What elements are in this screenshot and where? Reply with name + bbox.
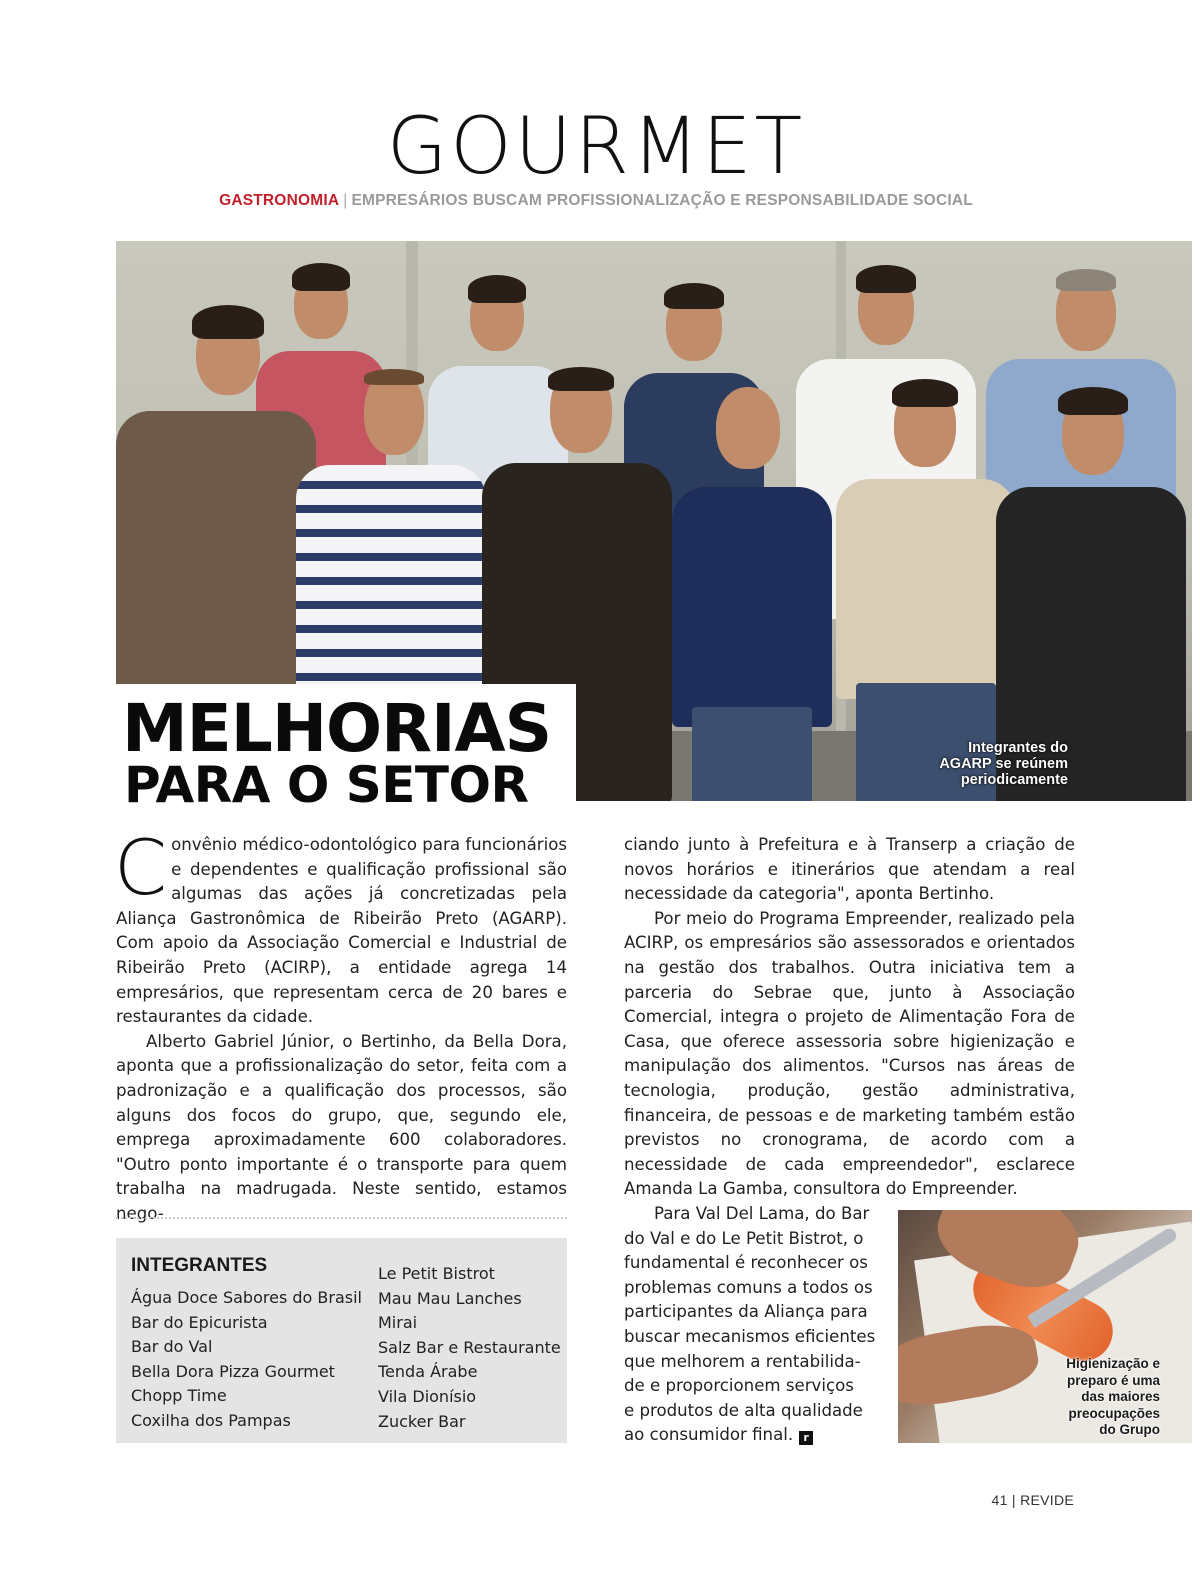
dotted-divider — [116, 1217, 567, 1219]
caption-line: preocupações — [1068, 1405, 1160, 1421]
wrap-line: Para Val Del Lama, do Bar — [654, 1204, 870, 1223]
subtitle — [0, 192, 1192, 210]
article-paragraph: ciando junto à Prefeitura e à Transerp a criação de novos horários e itinerários que atendam a real necessidade da categoria", aponta Bertinho. — [624, 835, 1075, 904]
caption-line: Integrantes do — [968, 740, 1068, 756]
wrap-line: buscar mecanismos eficientes — [624, 1326, 876, 1346]
subtitle-separator: | — [343, 192, 348, 209]
article-wrap-paragraph — [624, 1202, 886, 1448]
article-paragraph: Por meio do Programa Empreender, realizado pela ACIRP, os empresários são assessorados e orientados na gestão dos trabalhos. Outra iniciativa tem a parceria do Sebrae que, junto à Associação Comercial, integra o projeto de Alimentação Fora de Casa, que oferece assessoria sobre higienização e manipulação dos alimentos. "Cursos nas áreas de tecnologia, produção, gestão administrativa, financeira, de pessoas e de marketing também estão previstos no cronograma, de acordo com a necessidade de cada empreendedor", esclarece Amanda La Gamba, consultora do Empreender. — [624, 908, 1075, 1199]
footer-separator: | — [1011, 1492, 1016, 1508]
members-list-col2 — [378, 1262, 561, 1434]
wrap-line: participantes da Aliança para — [624, 1302, 868, 1322]
headline-line-1: MELHORIAS — [122, 690, 552, 767]
wrap-line-last — [624, 1423, 886, 1448]
caption-line: AGARP se reúnem — [939, 756, 1068, 772]
caption-line: preparo é uma — [1066, 1372, 1160, 1388]
section-title: GOURMET — [386, 102, 806, 192]
caption-line: periodicamente — [960, 772, 1068, 788]
wrap-line: fundamental é reconhecer os — [624, 1253, 868, 1273]
members-list-col1 — [131, 1286, 362, 1434]
member-item: Vila Dionísio — [378, 1386, 477, 1406]
member-item: Chopp Time — [131, 1386, 227, 1406]
caption-line: das maiores — [1081, 1389, 1160, 1404]
article-column-left — [114, 823, 567, 1227]
member-item: Mirai — [378, 1313, 418, 1333]
member-item: Tenda Árabe — [378, 1362, 478, 1382]
subtitle-text: EMPRESÁRIOS BUSCAM PROFISSIONALIZAÇÃO E RESPONSABILIDADE SOCIAL — [351, 192, 973, 209]
member-item: Le Petit Bistrot — [378, 1264, 495, 1283]
caption-line: do Grupo — [1099, 1422, 1160, 1437]
article-paragraph: Alberto Gabriel Júnior, o Bertinho, da Bella Dora, aponta que a profissionalização do setor, feita com a padronização e a qualificação dos processos, são alguns dos focos do grupo, que, segundo ele, emprega aproximadamente 600 colaboradores. "Outro ponto importante é o transporte para quem trabalha na madrugada. Neste sentido, estamos nego- — [116, 1031, 567, 1223]
article-column-right — [624, 833, 1075, 1202]
subtitle-category: GASTRONOMIA — [219, 192, 340, 209]
wrap-line: de e proporcionem serviços — [624, 1376, 854, 1396]
page-footer — [992, 1492, 1074, 1508]
member-item: Bella Dora Pizza Gourmet — [131, 1361, 335, 1381]
member-item: Água Doce Sabores do Brasil — [131, 1288, 362, 1307]
wrap-line: e produtos de alta qualidade — [624, 1400, 863, 1420]
page-number: 41 — [991, 1492, 1008, 1508]
headline-line-2: PARA O SETOR — [124, 756, 529, 814]
wrap-line: problemas comuns a todos os — [624, 1277, 873, 1297]
caption-line: Higienização e — [1066, 1356, 1160, 1371]
members-box-title: INTEGRANTES — [131, 1255, 268, 1276]
food-prep-caption — [1066, 1356, 1160, 1439]
wrap-line: ao consumidor final. — [624, 1425, 794, 1445]
wrap-line: que melhorem a rentabilida- — [624, 1351, 861, 1371]
magazine-name: REVIDE — [1020, 1492, 1074, 1508]
drop-cap: C — [114, 823, 168, 912]
member-item: Bar do Epicurista — [131, 1312, 268, 1332]
wrap-line: do Val e do Le Petit Bistrot, o — [624, 1228, 864, 1248]
member-item: Salz Bar e Restaurante — [378, 1337, 561, 1357]
member-item: Coxilha dos Pampas — [131, 1410, 291, 1430]
group-photo-caption — [939, 740, 1068, 788]
member-item: Mau Mau Lanches — [378, 1288, 522, 1308]
end-mark: r — [799, 1431, 813, 1445]
member-item: Bar do Val — [131, 1337, 213, 1357]
member-item: Zucker Bar — [378, 1411, 466, 1431]
article-paragraph: onvênio médico-odontológico para funcionários e dependentes e qualificação profissional são algumas das ações já concretizadas pela Aliança Gastronômica de Ribeirão Preto (AGARP). Com apoio da Associação Comercial e Industrial de Ribeirão Preto (ACIRP), a entidade agrega 14 empresários, que representam cerca de 20 bares e restaurantes da cidade. — [116, 835, 567, 1027]
